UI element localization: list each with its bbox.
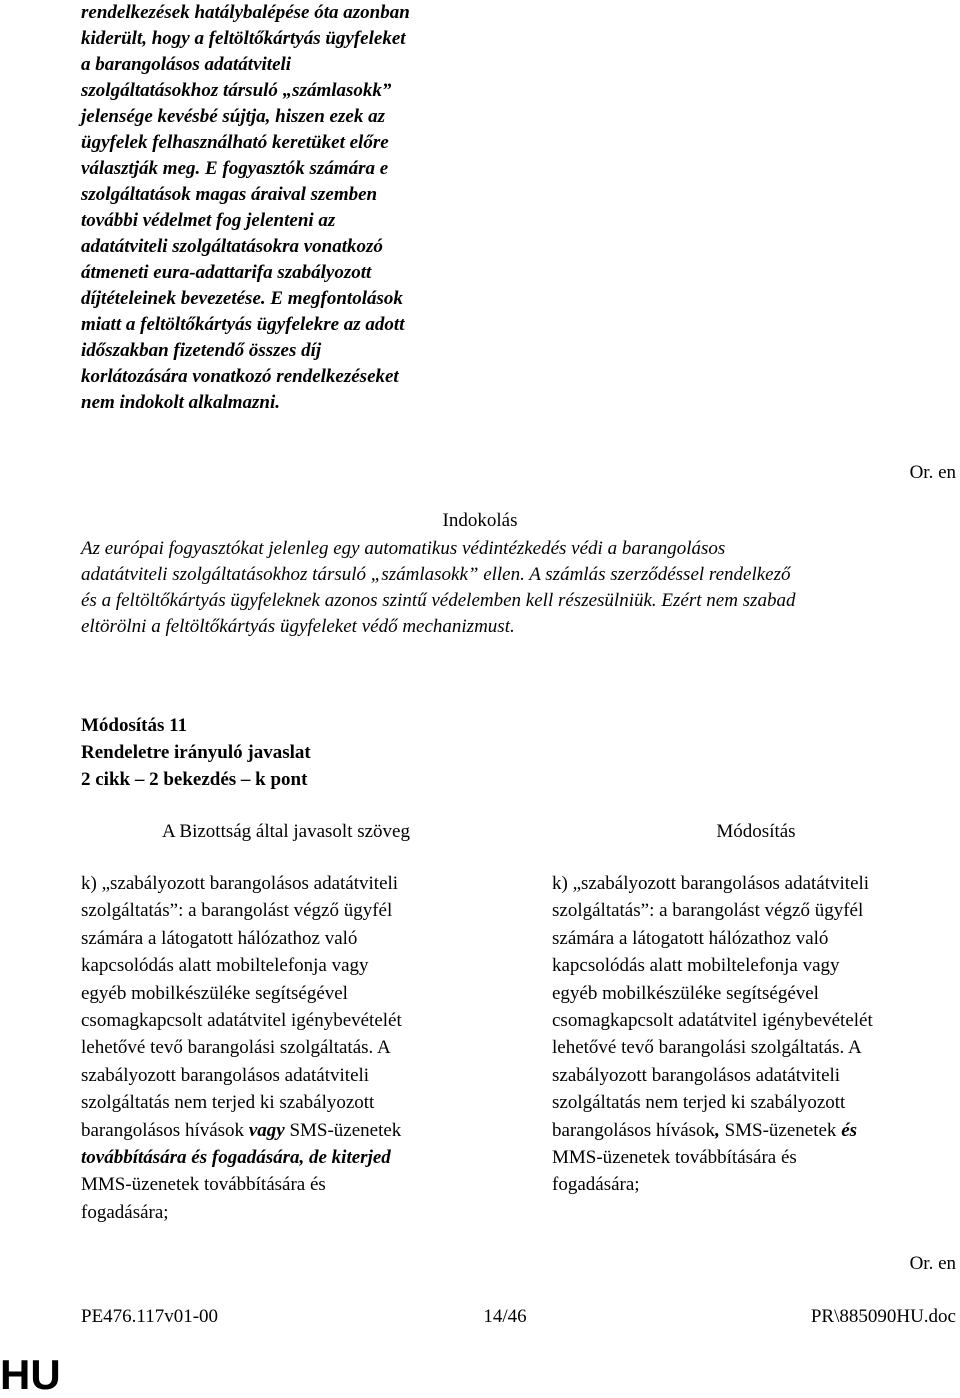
text-line: szolgáltatás nem terjed ki szabályozott	[552, 1092, 846, 1114]
text-line: csomagkapcsolt adatátvitel igénybevételét	[81, 1010, 402, 1032]
added-text: és	[841, 1119, 858, 1141]
text-line: kapcsolódás alatt mobiltelefonja vagy	[81, 955, 369, 977]
text-line: szabályozott barangolásos adatátviteli	[552, 1064, 841, 1086]
text-line: kapcsolódás alatt mobiltelefonja vagy	[552, 955, 840, 977]
text-line: és a feltöltőkártyás ügyfeleknek azonos szintű védelemben kell részesülniük. Ezért nem szabad	[81, 590, 796, 611]
amendment-heading	[81, 712, 311, 793]
text-line: eltörölni a feltöltőkártyás ügyfeleket védő mechanizmust.	[81, 616, 515, 637]
footer-reference: PE476.117v01-00	[81, 1306, 219, 1327]
text-line	[552, 1117, 960, 1144]
text-line: számára a látogatott hálózathoz való	[81, 927, 358, 949]
text-line: átmeneti eura-adattarifa szabályozott	[81, 262, 372, 283]
text-line: időszakban fizetendő összes díj	[81, 340, 322, 361]
text-line: szolgáltatások magas áraival szemben	[81, 184, 378, 205]
text-line: rendelkezések hatálybalépése óta azonban	[81, 2, 410, 23]
text-line: szolgáltatás nem terjed ki szabályozott	[81, 1092, 375, 1114]
text-line: szolgáltatás”: a barangolást végző ügyfél	[552, 900, 864, 922]
text-line: MMS-üzenetek továbbítására és	[81, 1174, 326, 1196]
justification-paragraph-continued	[81, 0, 501, 416]
justification-heading: Indokolás	[442, 510, 518, 531]
text-line: ügyfelek felhasználható keretüket előre	[81, 132, 389, 153]
text-line: díjtételeinek bevezetése. E megfontolások	[81, 288, 403, 309]
text-line: adatátviteli szolgáltatásokra vonatkozó	[81, 236, 383, 257]
amendment-proposal: Rendeletre irányuló javaslat	[81, 742, 311, 763]
text-line: miatt a feltöltőkártyás ügyfelekre az adott	[81, 314, 405, 335]
original-language-label: Or. en	[909, 462, 956, 483]
text-line: kiderült, hogy a feltöltőkártyás ügyfeleket	[81, 28, 406, 49]
text-line: nem indokolt alkalmazni.	[81, 392, 281, 413]
text-line: k) „szabályozott barangolásos adatátviteli	[552, 873, 870, 894]
text-line	[81, 1117, 511, 1144]
text-line: fogadására;	[552, 1174, 640, 1196]
amendment-column-header: Módosítás	[716, 821, 796, 842]
text-line: szolgáltatás”: a barangolást végző ügyfél	[81, 900, 393, 922]
language-mark: HU	[0, 1351, 61, 1398]
text-line: számára a látogatott hálózathoz való	[552, 927, 829, 949]
text-line: egyéb mobilkészüléke segítségével	[81, 982, 348, 1004]
text-line: a barangolásos adatátviteli	[81, 54, 292, 75]
amendment-text	[552, 870, 960, 1199]
text-line: fogadására;	[81, 1201, 169, 1223]
deleted-text-line: továbbítására és fogadására, de kiterjed	[81, 1147, 391, 1169]
text-line: k) „szabályozott barangolásos adatátviteli	[81, 873, 399, 894]
text-line: további védelmet fog jelenteni az	[81, 210, 336, 231]
text-line: választják meg. E fogyasztók számára e	[81, 158, 389, 179]
text-line: csomagkapcsolt adatátvitel igénybevételét	[552, 1010, 873, 1032]
footer-page-number: 14/46	[483, 1306, 527, 1327]
text-line: egyéb mobilkészüléke segítségével	[552, 982, 819, 1004]
text-line: jelensége kevésbé sújtja, hiszen ezek az	[81, 106, 385, 127]
text-run: SMS-üzenetek	[284, 1119, 402, 1141]
text-line: korlátozására vonatkozó rendelkezéseket	[81, 366, 399, 387]
text-line: MMS-üzenetek továbbítására és	[552, 1147, 797, 1169]
amendment-number: Módosítás 11	[81, 715, 188, 736]
text-line: szolgáltatásokhoz társuló „számlasokk”	[81, 80, 392, 101]
text-line: szabályozott barangolásos adatátviteli	[81, 1064, 370, 1086]
deleted-text: vagy	[248, 1119, 285, 1141]
text-run: barangolásos hívások	[81, 1119, 249, 1141]
commission-text	[81, 870, 511, 1226]
added-text: ,	[715, 1119, 720, 1141]
original-language-label: Or. en	[909, 1253, 956, 1274]
text-line: adatátviteli szolgáltatásokhoz társuló „számlasokk” ellen. A számlás szerződéssel rendelkező	[81, 564, 791, 585]
text-run: SMS-üzenetek	[719, 1119, 842, 1141]
text-run: barangolásos hívások	[552, 1119, 716, 1141]
amendment-article: 2 cikk – 2 bekezdés – k pont	[81, 769, 308, 790]
justification-body	[81, 536, 960, 640]
commission-text-header: A Bizottság által javasolt szöveg	[161, 821, 410, 842]
text-line: Az európai fogyasztókat jelenleg egy automatikus védintézkedés védi a barangolásos	[81, 538, 726, 559]
text-line: lehetővé tevő barangolási szolgáltatás. A	[552, 1037, 862, 1059]
text-line: lehetővé tevő barangolási szolgáltatás. A	[81, 1037, 391, 1059]
footer-document-name: PR\885090HU.doc	[810, 1306, 956, 1327]
